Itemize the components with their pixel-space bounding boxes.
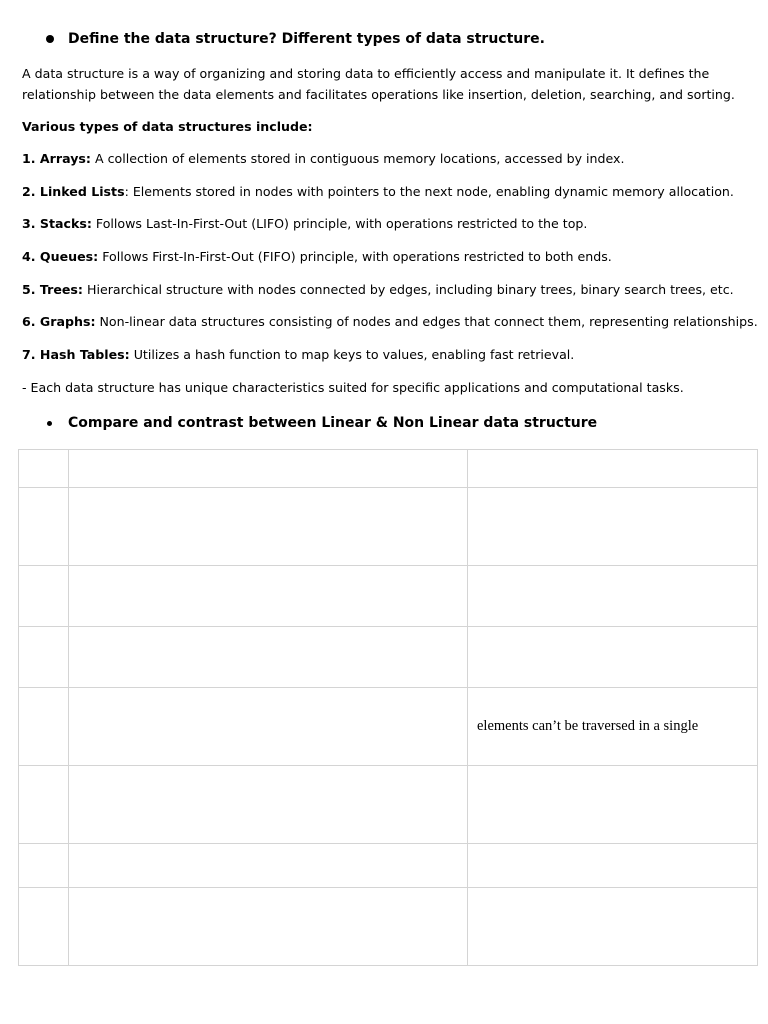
list-item [22,150,625,168]
list-item-text: Non-linear data structures consisting of nodes and edges that connect them, representing relationships. [95,314,758,329]
list-item-label: 4. Queues: [22,249,99,264]
table-row [19,566,758,627]
list-item-text: Hierarchical structure with nodes connected by edges, including binary trees, binary search trees, etc. [82,282,734,297]
table-cell [69,627,468,688]
list-item-text: Utilizes a hash function to map keys to values, enabling fast retrieval. [129,347,575,362]
table-cell [19,888,69,966]
list-item-text: : Elements stored in nodes with pointers to the next node, enabling dynamic memory allocation. [124,184,734,199]
table-row [19,888,758,966]
table-cell [468,450,758,488]
table-cell [19,450,69,488]
types-title-text: Various types of data structures include: [22,119,313,134]
list-item-text: Follows First-In-First-Out (FIFO) principle, with operations restricted to both ends. [98,249,612,264]
list-item [22,183,734,201]
table-row [19,766,758,844]
table-row [19,627,758,688]
table-cell [69,688,468,766]
table-cell [468,566,758,627]
list-item-label: 3. Stacks: [22,216,92,231]
summary-text: - Each data structure has unique characteristics suited for specific applications and computational tasks. [22,380,684,395]
heading-text: Compare and contrast between Linear & Non Linear data structure [68,415,598,431]
table-cell [468,888,758,966]
list-item-label: 6. Graphs: [22,314,96,329]
bullet-icon [46,35,54,43]
list-item-label: 7. Hash Tables: [22,347,130,362]
list-item-text: A collection of elements stored in contiguous memory locations, accessed by index. [90,151,625,166]
comparison-table [18,449,758,966]
table-row [19,488,758,566]
table-row [19,450,758,488]
table-cell [69,888,468,966]
table-cell [468,766,758,844]
table-cell [69,766,468,844]
table-cell [468,488,758,566]
table-row [19,844,758,888]
list-item-text: Follows Last-In-First-Out (LIFO) principle, with operations restricted to the top. [91,216,588,231]
table-cell [19,627,69,688]
table-cell [19,488,69,566]
list-item-label: 2. Linked Lists [22,184,125,199]
list-item [22,313,758,331]
list-item [22,281,734,299]
table-cell [19,766,69,844]
intro-paragraph [22,63,752,105]
list-item [22,346,574,364]
table-cell [69,450,468,488]
table-cell [69,844,468,888]
list-item [22,215,587,233]
table-cell [69,488,468,566]
table-cell [468,627,758,688]
intro-line-2: relationship between the data elements and facilitates operations like insertion, deletion, searching, and sorting. [22,87,735,102]
table-cell [19,844,69,888]
types-title [22,118,313,136]
table-cell [468,844,758,888]
table-cell-nonlinear-text: elements can’t be traversed in a single [468,688,758,766]
heading-text: Define the data structure? Different types of data structure. [68,31,545,47]
table-cell [69,566,468,627]
table-cell [19,688,69,766]
bullet-icon [47,421,52,426]
list-item-label: 5. Trees: [22,282,83,297]
table-cell [19,566,69,627]
list-item-label: 1. Arrays: [22,151,91,166]
table-row [19,688,758,766]
list-item [22,248,612,266]
intro-line-1: A data structure is a way of organizing and storing data to efficiently access and manipulate it. It defines the [22,66,710,81]
